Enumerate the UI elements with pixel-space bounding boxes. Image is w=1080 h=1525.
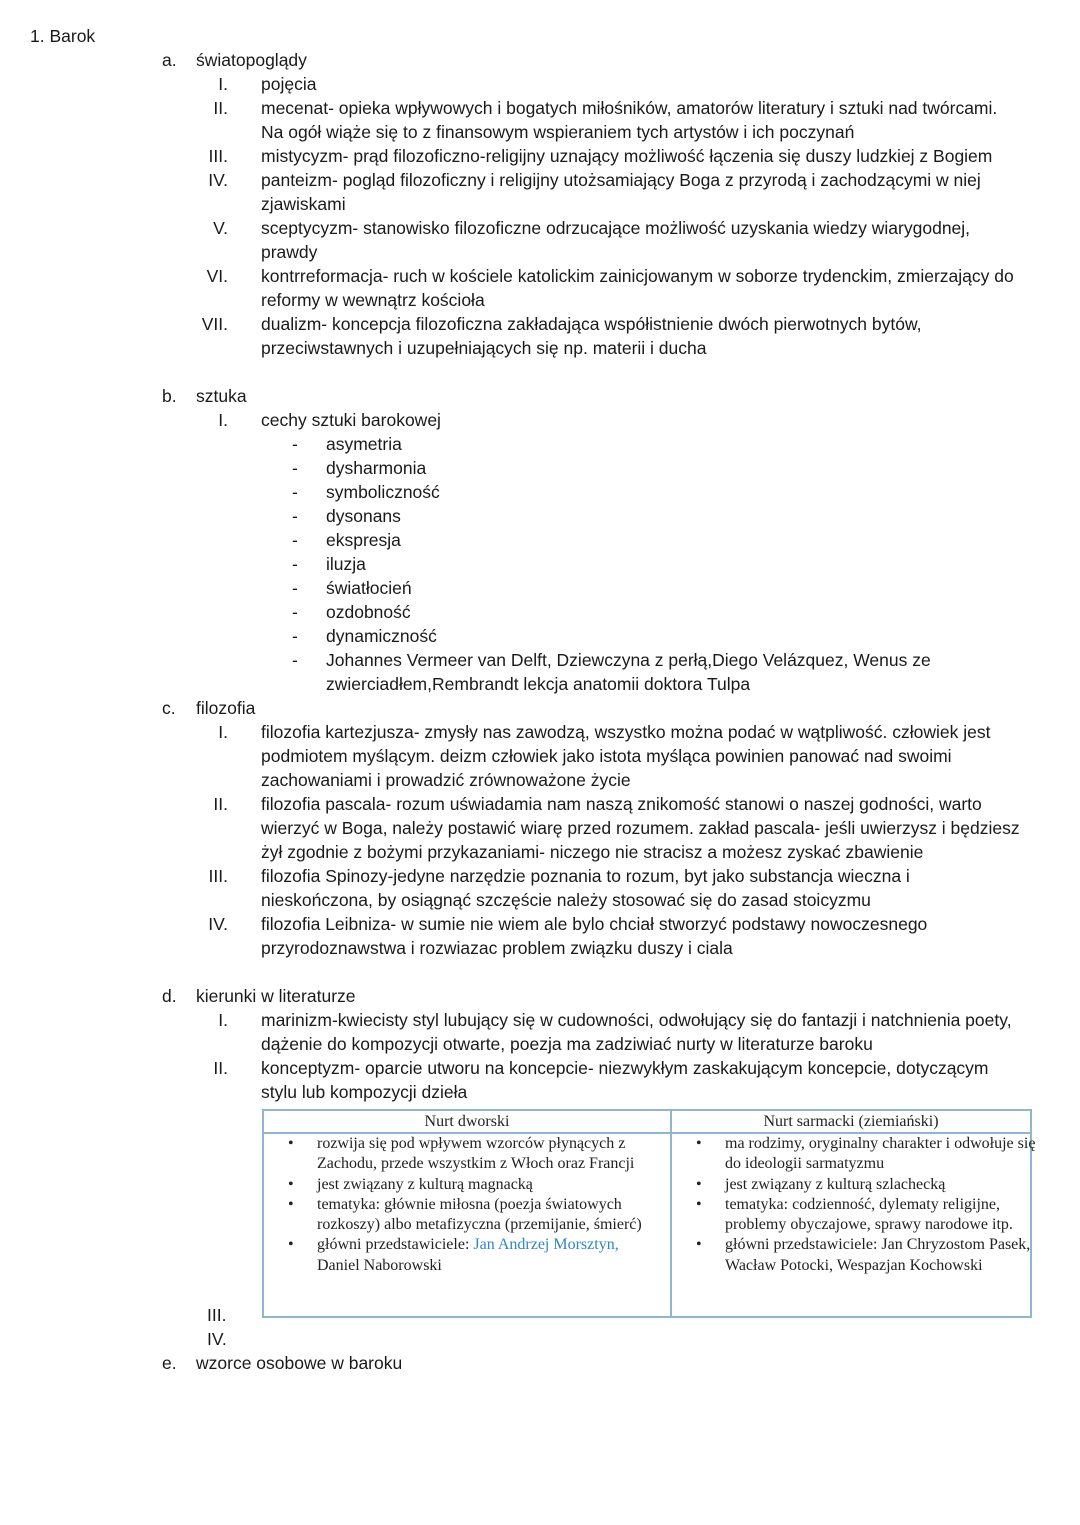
table-header: Nurt dworski xyxy=(264,1111,670,1134)
feature-item xyxy=(0,432,1080,456)
feature-item xyxy=(0,600,1080,624)
item-number: I. xyxy=(218,1010,228,1030)
item-number: V. xyxy=(213,218,228,238)
bullet-marker: • xyxy=(696,1135,702,1152)
item-text: dualizm- koncepcja filozoficzna zakładająca współistnienie dwóch pierwotnych bytów, przeciwstawnych i uzupełniających się np. materii i ducha xyxy=(261,314,922,358)
item-text: marinizm-kwiecisty styl lubujący się w cudowności, odwołujący się do fantazji i natchnienia poety, dążenie do kompozycji otwarte, poezja ma zadziwiać nurty w literaturze baroku xyxy=(261,1010,1012,1054)
item-number: III. xyxy=(208,866,228,886)
item-number: I. xyxy=(218,410,228,430)
section-d-list xyxy=(0,1008,1080,1104)
list-item xyxy=(0,72,1080,96)
list-item xyxy=(0,792,1080,864)
bullet-text: jest związany z kulturą szlachecką xyxy=(725,1175,946,1193)
feature-item xyxy=(0,480,1080,504)
section-name: światopoglądy xyxy=(196,50,307,70)
section-letter: d. xyxy=(162,986,177,1006)
item-number: IV. xyxy=(208,170,228,190)
section-name: filozofia xyxy=(196,698,256,718)
bullet-text xyxy=(317,1235,665,1276)
item-text: panteizm- pogląd filozoficzny i religijny utożsamiający Boga z przyrodą i zachodzącymi w niej zjawiskami xyxy=(261,170,981,214)
document-title: 1. Barok xyxy=(30,26,96,46)
item-number: I. xyxy=(218,74,228,94)
bullet-marker: • xyxy=(288,1135,294,1152)
table-bullet-item xyxy=(264,1134,670,1175)
list-item xyxy=(0,216,1080,264)
dash-marker: - xyxy=(292,626,298,646)
section-letter: b. xyxy=(162,386,177,406)
dash-marker: - xyxy=(292,434,298,454)
item-text: filozofia kartezjusza- zmysły nas zawodzą, wszystko można podać w wątpliwość. człowiek jest podmiotem myślącym. deizm człowiek jako istota myśląca powinien panować nad swoimi zachowaniami i prowadzić zrównoważone życie xyxy=(261,722,991,790)
feature-text: dysharmonia xyxy=(326,458,427,478)
list-item xyxy=(0,96,1080,144)
list-item xyxy=(0,1056,1080,1104)
feature-item xyxy=(0,456,1080,480)
item-text: kontrreformacja- ruch w kościele katolickim zainicjowanym w soborze trydenckim, zmierzający do reformy w wewnątrz kościoła xyxy=(261,266,1014,310)
list-item xyxy=(0,720,1080,792)
bullet-marker: • xyxy=(696,1236,702,1254)
bullet-marker: • xyxy=(288,1175,294,1193)
table-bullet-list xyxy=(264,1134,670,1276)
list-item xyxy=(0,912,1080,960)
feature-text: iluzja xyxy=(326,554,366,574)
item-number: VII. xyxy=(201,314,228,334)
section-letter: c. xyxy=(162,698,176,718)
table-column-court xyxy=(264,1111,672,1316)
bullet-text: jest związany z kulturą magnacką xyxy=(317,1175,533,1193)
literary-currents-table xyxy=(262,1109,1036,1318)
feature-text: światłocień xyxy=(326,578,412,598)
bullet-marker: • xyxy=(696,1175,702,1193)
bullet-marker: • xyxy=(696,1195,702,1213)
feature-text: dynamiczność xyxy=(326,626,437,646)
table-column-sarmatian xyxy=(672,1111,1036,1316)
dash-marker: - xyxy=(292,530,298,550)
section-name: kierunki w literaturze xyxy=(196,986,356,1006)
item-number-empty: III. xyxy=(207,1305,227,1325)
item-number: III. xyxy=(208,146,228,166)
item-text: konceptyzm- oparcie utworu na koncepcie- niezwykłym zaskakującym koncepcie, dotyczącym stylu lub kompozycji dzieła xyxy=(261,1058,989,1102)
list-item xyxy=(0,144,1080,168)
section-a-list xyxy=(0,72,1080,360)
feature-item xyxy=(0,552,1080,576)
dash-marker: - xyxy=(292,602,298,622)
section-c-list xyxy=(0,720,1080,960)
list-item xyxy=(0,864,1080,912)
feature-text: Johannes Vermeer van Delft, Dziewczyna z perłą,Diego Velázquez, Wenus ze zwierciadłem,Rembrandt lekcja anatomii doktora Tulpa xyxy=(326,650,931,694)
table-bullet-item xyxy=(672,1235,1030,1276)
feature-text: dysonans xyxy=(326,506,401,526)
section-name: sztuka xyxy=(196,386,247,406)
item-number: II. xyxy=(213,98,228,118)
dash-marker: - xyxy=(292,458,298,478)
dash-marker: - xyxy=(292,650,298,670)
bullet-suffix: Daniel Naborowski xyxy=(317,1256,442,1274)
feature-text: asymetria xyxy=(326,434,402,454)
section-b-list xyxy=(0,408,1080,696)
section-name: wzorce osobowe w baroku xyxy=(196,1353,403,1373)
item-text: filozofia Leibniza- w sumie nie wiem ale bylo chciał stworzyć podstawy nowoczesnego przyrodoznawstwa i rozwiazac problem związku duszy i ciala xyxy=(261,914,928,958)
table-bullet-item xyxy=(264,1195,670,1236)
item-text: filozofia pascala- rozum uświadamia nam naszą znikomość stanowi o naszej godności, warto wierzyć w Boga, należy postawić wiarę przed rozumem. zakład pascala- jeśli uwierzysz i będziesz żył zgodnie z bożymi przykazaniami- niczego nie stracisz a możesz zyskać zbawienie xyxy=(261,794,1020,862)
feature-item xyxy=(0,528,1080,552)
feature-item xyxy=(0,504,1080,528)
bullet-marker: • xyxy=(288,1195,294,1213)
list-item xyxy=(0,312,1080,360)
table-bullet-item xyxy=(672,1134,1036,1175)
item-number: II. xyxy=(213,1058,228,1078)
item-text: cechy sztuki barokowej xyxy=(261,410,441,430)
table-bullet-list xyxy=(672,1134,1036,1276)
table-bullet-item xyxy=(264,1235,670,1276)
list-item xyxy=(0,264,1080,312)
item-number: IV. xyxy=(208,914,228,934)
item-text: filozofia Spinozy-jedyne narzędzie poznania to rozum, byt jako substancja wieczna i nieskończona, by osiągnąć szczęście należy stosować się do zasad stoicyzmu xyxy=(261,866,910,910)
bullet-text: tematyka: głównie miłosna (poezja światowych rozkoszy) albo metafizyczna (przemijanie, śmierć) xyxy=(317,1195,642,1234)
table-bullet-item xyxy=(264,1175,670,1195)
dash-marker: - xyxy=(292,578,298,598)
dash-marker: - xyxy=(292,506,298,526)
feature-text: symboliczność xyxy=(326,482,440,502)
section-letter: a. xyxy=(162,50,177,70)
table-bullet-item xyxy=(672,1175,1030,1195)
feature-item xyxy=(0,648,1080,696)
highlighted-author: Jan Andrzej Morsztyn, xyxy=(473,1236,619,1254)
list-item xyxy=(0,1008,1080,1056)
bullet-text: ma rodzimy, oryginalny charakter i odwołuje się do ideologii sarmatyzmu xyxy=(725,1135,1036,1173)
item-text: pojęcia xyxy=(261,74,317,94)
list-item xyxy=(0,168,1080,216)
table-header: Nurt sarmacki (ziemiański) xyxy=(672,1111,1030,1134)
dash-marker: - xyxy=(292,482,298,502)
item-text: mistycyzm- prąd filozoficzno-religijny uznający możliwość łączenia się duszy ludzkiej z Bogiem xyxy=(261,146,993,166)
item-number: I. xyxy=(218,722,228,742)
feature-item xyxy=(0,624,1080,648)
table-bullet-item xyxy=(672,1195,1030,1236)
feature-text: ozdobność xyxy=(326,602,411,622)
item-text: mecenat- opieka wpływowych i bogatych miłośników, amatorów literatury i sztuki nad twórcami. Na ogół wiąże się to z finansowym wspieraniem tych artystów i ich poczynań xyxy=(261,98,998,142)
feature-text: ekspresja xyxy=(326,530,401,550)
dash-marker: - xyxy=(292,554,298,574)
list-item xyxy=(0,408,1080,432)
bullet-text: rozwija się pod wpływem wzorców płynących z Zachodu, przede wszystkim z Włoch oraz Francji xyxy=(317,1135,635,1173)
bullet-prefix: główni przedstawiciele: xyxy=(317,1236,474,1254)
item-number-empty: IV. xyxy=(207,1329,227,1349)
bullet-text: tematyka: codzienność, dylematy religijne, problemy obyczajowe, sprawy narodowe itp. xyxy=(725,1195,1013,1234)
item-text: sceptycyzm- stanowisko filozoficzne odrzucające możliwość uzyskania wiedzy wiarygodnej, prawdy xyxy=(261,218,971,262)
item-number: II. xyxy=(213,794,228,814)
bullet-marker: • xyxy=(288,1236,294,1254)
feature-item xyxy=(0,576,1080,600)
bullet-text: główni przedstawiciele: Jan Chryzostom Pasek, Wacław Potocki, Wespazjan Kochowski xyxy=(725,1236,1031,1274)
section-letter: e. xyxy=(162,1353,177,1373)
item-number: VI. xyxy=(206,266,228,286)
